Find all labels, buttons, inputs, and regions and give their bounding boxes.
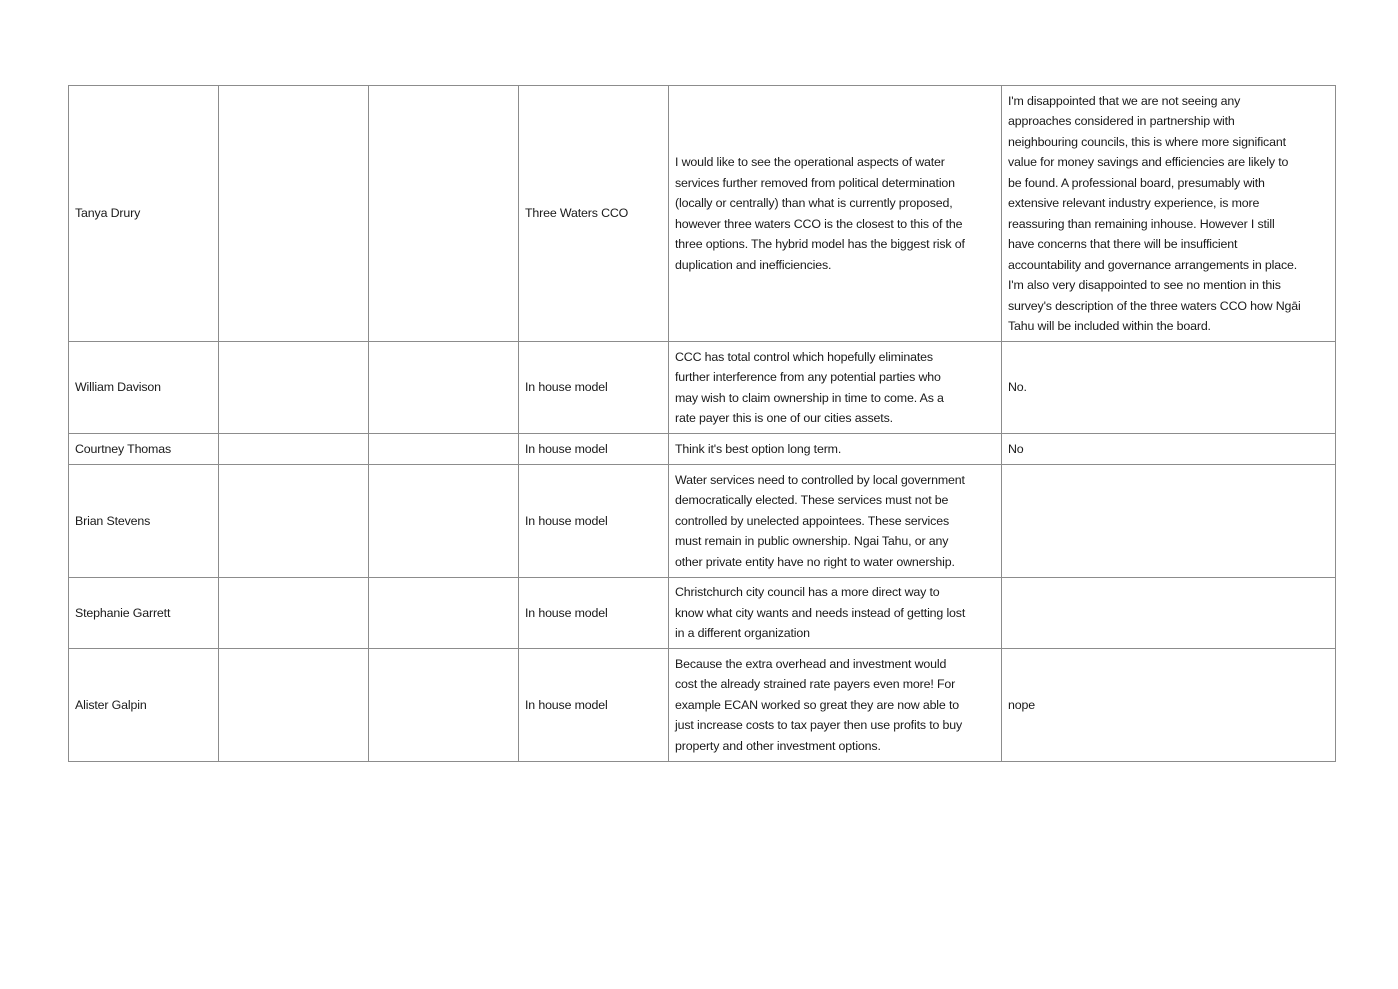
reason-text: Water services need to controlled by local government democratically elected. These services must not be controlled by unelected appointees. These services must remain in public ownership. Ngai Tahu, or any other private entity have no right to water ownership. — [669, 465, 1002, 578]
empty-cell — [219, 86, 369, 342]
comments-text — [1002, 465, 1336, 578]
table-row — [69, 434, 1336, 465]
table-row — [69, 342, 1336, 434]
empty-cell — [219, 649, 369, 762]
empty-cell — [369, 86, 519, 342]
empty-cell — [219, 578, 369, 649]
submitter-name: Tanya Drury — [69, 86, 219, 342]
reason-text: Think it's best option long term. — [669, 434, 1002, 465]
empty-cell — [219, 434, 369, 465]
table-row — [69, 86, 1336, 342]
comments-text: I'm disappointed that we are not seeing any approaches considered in partnership with neighbouring councils, this is where more significant value for money savings and efficiencies are likely to be found. A professional board, presumably with extensive relevant industry experience, is more reassuring than remaining inhouse. However I still have concerns that there will be insufficient accountability and governance arrangements in place. I'm also very disappointed to see no mention in this survey's description of the three waters CCO how Ngāi Tahu will be included within the board. — [1002, 86, 1336, 342]
table-row — [69, 578, 1336, 649]
preferred-option: In house model — [519, 578, 669, 649]
comments-text: No. — [1002, 342, 1336, 434]
submitter-name: William Davison — [69, 342, 219, 434]
preferred-option: In house model — [519, 342, 669, 434]
preferred-option: Three Waters CCO — [519, 86, 669, 342]
empty-cell — [369, 578, 519, 649]
reason-text: Because the extra overhead and investment would cost the already strained rate payers even more! For example ECAN worked so great they are now able to just increase costs to tax payer then use profits to buy property and other investment options. — [669, 649, 1002, 762]
table-row — [69, 465, 1336, 578]
submitter-name: Stephanie Garrett — [69, 578, 219, 649]
empty-cell — [369, 434, 519, 465]
reason-text: I would like to see the operational aspects of water services further removed from political determination (locally or centrally) than what is currently proposed, however three waters CCO is the closest to this of the three options. The hybrid model has the biggest risk of duplication and inefficiencies. — [669, 86, 1002, 342]
preferred-option: In house model — [519, 434, 669, 465]
empty-cell — [219, 342, 369, 434]
comments-text: nope — [1002, 649, 1336, 762]
comments-text — [1002, 578, 1336, 649]
empty-cell — [369, 649, 519, 762]
empty-cell — [369, 465, 519, 578]
preferred-option: In house model — [519, 465, 669, 578]
comments-text: No — [1002, 434, 1336, 465]
submissions-table — [68, 85, 1336, 762]
submitter-name: Brian Stevens — [69, 465, 219, 578]
reason-text: CCC has total control which hopefully eliminates further interference from any potential parties who may wish to claim ownership in time to come. As a rate payer this is one of our cities assets. — [669, 342, 1002, 434]
submitter-name: Courtney Thomas — [69, 434, 219, 465]
empty-cell — [369, 342, 519, 434]
reason-text: Christchurch city council has a more direct way to know what city wants and needs instead of getting lost in a different organization — [669, 578, 1002, 649]
table-row — [69, 649, 1336, 762]
submitter-name: Alister Galpin — [69, 649, 219, 762]
empty-cell — [219, 465, 369, 578]
preferred-option: In house model — [519, 649, 669, 762]
